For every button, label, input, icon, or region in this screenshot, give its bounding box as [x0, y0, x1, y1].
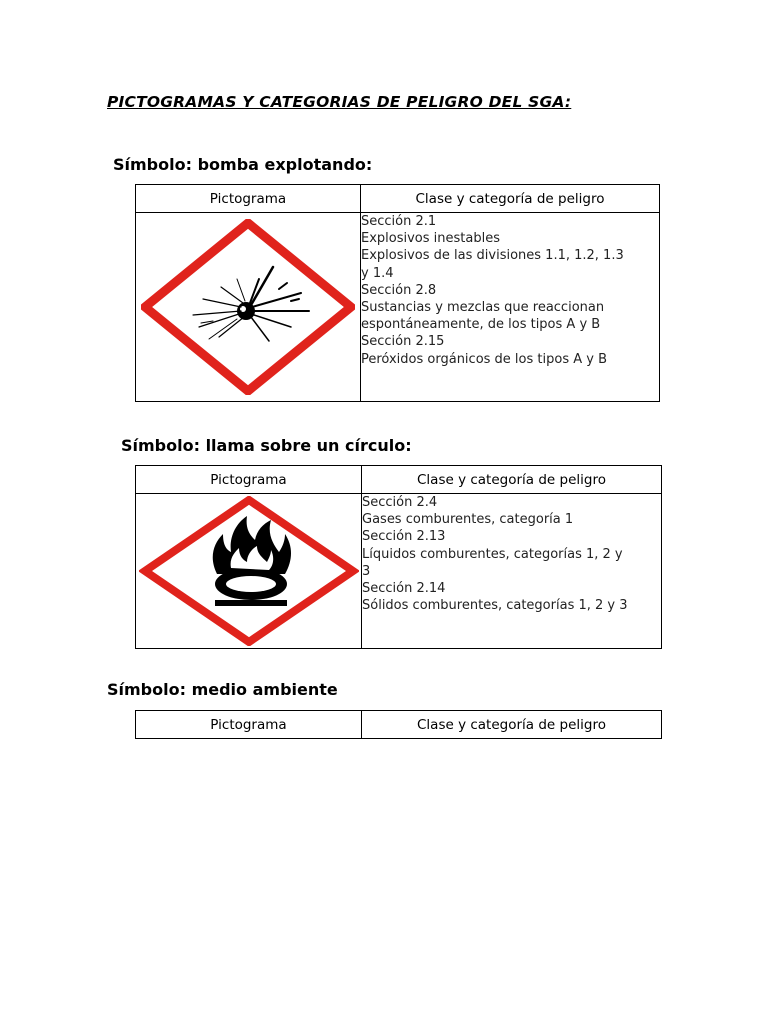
description-line: Sección 2.8	[361, 282, 437, 298]
description-line: Sección 2.13	[362, 529, 446, 545]
flame-over-circle-icon	[139, 496, 359, 646]
description-line: Peróxidos orgánicos de los tipos A y B	[361, 351, 607, 367]
hazard-description-cell	[361, 213, 660, 402]
description-line: espontáneamente, de los tipos A y B	[361, 317, 601, 333]
header-pictogram: Pictograma	[136, 185, 361, 213]
description-line: Explosivos inestables	[361, 231, 500, 247]
header-pictogram: Pictograma	[136, 466, 362, 494]
header-hazard-class: Clase y categoría de peligro	[362, 711, 662, 739]
section-heading-environment: Símbolo: medio ambiente	[107, 680, 338, 699]
description-line: Sección 2.14	[362, 581, 446, 597]
table-row	[136, 494, 662, 649]
hazard-table-oxidizer	[135, 465, 662, 649]
header-hazard-class: Clase y categoría de peligro	[361, 185, 660, 213]
table-header-row	[136, 466, 662, 494]
hazard-description-cell	[362, 494, 662, 649]
header-hazard-class: Clase y categoría de peligro	[362, 466, 662, 494]
pictogram-cell	[136, 494, 362, 649]
description-line: Gases comburentes, categoría 1	[362, 512, 574, 528]
table-row	[136, 213, 660, 402]
description-line: Sección 2.15	[361, 334, 445, 350]
description-line: Sólidos comburentes, categorías 1, 2 y 3	[362, 598, 628, 614]
hazard-table-explosive	[135, 184, 660, 402]
exploding-bomb-icon	[141, 219, 355, 395]
table-header-row	[136, 711, 662, 739]
description-line: 3	[362, 563, 371, 579]
table-header-row	[136, 185, 660, 213]
description-line: Sección 2.4	[362, 495, 438, 510]
hazard-table-environment	[135, 710, 662, 739]
description-line: Líquidos comburentes, categorías 1, 2 y	[362, 546, 623, 562]
document-title: PICTOGRAMAS Y CATEGORIAS DE PELIGRO DEL SGA:	[107, 93, 572, 111]
description-line: Explosivos de las divisiones 1.1, 1.2, 1.3	[361, 248, 624, 264]
description-line: y 1.4	[361, 265, 394, 281]
section-heading-oxidizer: Símbolo: llama sobre un círculo:	[121, 436, 412, 455]
section-heading-explosive: Símbolo: bomba explotando:	[113, 155, 373, 174]
description-line: Sustancias y mezclas que reaccionan	[361, 300, 605, 316]
header-pictogram: Pictograma	[136, 711, 362, 739]
pictogram-cell	[136, 213, 361, 402]
description-line: Sección 2.1	[361, 214, 437, 229]
